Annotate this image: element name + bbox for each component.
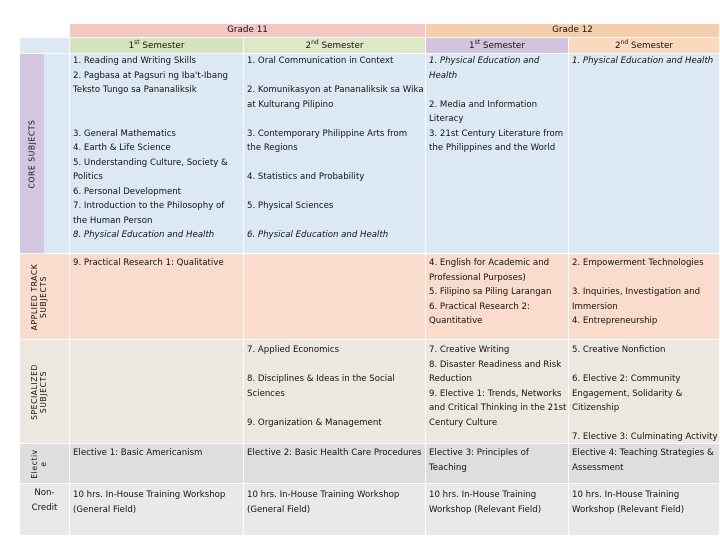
subject-line: Workshop (Relevant Field): [429, 504, 542, 515]
subject-line: Elective 4: Teaching Strategies &: [572, 448, 714, 458]
subject-line: [73, 98, 240, 113]
noncredit-g12-s2: [569, 484, 720, 536]
elective-label-1: Electiv: [30, 448, 39, 479]
subject-line: (General Field): [247, 504, 311, 515]
noncredit-label-1: Non-: [34, 488, 55, 498]
row-label-elective: [20, 444, 70, 484]
subject-line: 2. Pagbasa at Pagsuri ng Iba't-Ibang: [73, 70, 228, 81]
elective-g12-s1: [426, 444, 569, 484]
subject-line: (General Field): [73, 504, 137, 515]
subject-line: [572, 416, 716, 431]
subject-line: Health: [429, 70, 458, 81]
applied-g12-s2: [569, 254, 720, 340]
subject-line: 9. Practical Research 1: Qualitative: [73, 258, 224, 268]
row-label-specialized: [20, 340, 70, 444]
subject-line: 4. Earth & Life Science: [73, 143, 171, 153]
subject-line: 4. English for Academic and: [429, 258, 550, 268]
subject-line: 3. Contemporary Philippine Arts from: [247, 128, 408, 139]
subject-line: Engagement, Solidarity &: [572, 388, 683, 399]
subject-line: 5. Physical Sciences: [247, 201, 334, 211]
subject-line: Assessment: [572, 462, 624, 473]
subject-line: [73, 112, 240, 127]
subject-line: [247, 185, 422, 200]
applied-label-1: APPLIED TRACK: [30, 263, 39, 330]
core-g11-s2: [244, 54, 426, 254]
subject-line: 1. Physical Education and Health: [572, 56, 714, 66]
subject-line: Politics: [73, 172, 103, 182]
specialized-label-1: SPECIALIZED: [30, 363, 39, 420]
subject-line: [247, 112, 422, 127]
core-label: CORE SUBJECTS: [27, 119, 37, 189]
g12-sem1-header: 1st Semester: [426, 38, 569, 54]
row-label-core: [20, 54, 70, 254]
applied-g12-s1: [426, 254, 569, 340]
subject-line: Immersion: [572, 301, 618, 312]
subject-line: Reduction: [429, 374, 472, 384]
subject-line: Teksto Tungo sa Pananaliksik: [73, 85, 197, 95]
subject-line: 8. Disciplines & Ideas in the Social: [247, 374, 395, 384]
subject-line: 7. Elective 3: Culminating Activity: [572, 432, 718, 442]
subject-line: at Kulturang Pilipino: [247, 99, 334, 110]
elective-label-2: e: [39, 460, 48, 467]
subject-line: 7. Creative Writing: [429, 345, 510, 355]
subject-line: 4. Statistics and Probability: [247, 172, 365, 182]
subject-line: 1. Reading and Writing Skills: [73, 56, 196, 66]
subject-line: Workshop (Relevant Field): [572, 504, 685, 515]
subject-line: 10 hrs. In-House Training Workshop: [247, 490, 400, 500]
subject-line: [247, 401, 422, 416]
subject-line: 8. Disaster Readiness and Risk: [429, 359, 562, 370]
subject-line: 1. Physical Education and: [429, 56, 540, 66]
subject-line: 2. Empowerment Technologies: [572, 258, 704, 268]
corner-blank-2: [20, 38, 70, 54]
subject-line: 3. Inquiries, Investigation and: [572, 287, 701, 297]
subject-line: [572, 271, 716, 286]
elective-g11-s2: [244, 444, 426, 484]
subject-line: 5. Understanding Culture, Society &: [73, 157, 228, 168]
subject-line: 5. Filipino sa Piling Larangan: [429, 287, 552, 297]
elective-g11-s1: [70, 444, 244, 484]
subject-line: 7. Applied Economics: [247, 345, 340, 355]
subject-line: 5. Creative Nonfiction: [572, 345, 666, 355]
specialized-g11-s2: [244, 340, 426, 444]
applied-label-2: SUBJECTS: [39, 275, 48, 318]
subject-line: 6. Practical Research 2:: [429, 301, 530, 312]
applied-g11-s1: [70, 254, 244, 340]
subject-line: Teaching: [429, 462, 467, 473]
subject-line: Quantitative: [429, 316, 483, 326]
subject-line: Citizenship: [572, 403, 620, 413]
subject-line: 9. Elective 1: Trends, Networks: [429, 388, 562, 399]
subject-line: 2. Media and Information: [429, 99, 538, 110]
subject-line: [247, 358, 422, 373]
specialized-g11-s1: [70, 340, 244, 444]
subject-line: 10 hrs. In-House Training: [429, 490, 537, 500]
noncredit-g11-s1: [70, 484, 244, 536]
noncredit-g12-s1: [426, 484, 569, 536]
subject-line: 8. Physical Education and Health: [73, 230, 215, 240]
subject-line: 2. Komunikasyon at Pananaliksik sa Wika: [247, 85, 424, 95]
subject-line: 6. Personal Development: [73, 186, 182, 197]
row-label-applied: [20, 254, 70, 340]
subject-line: the Regions: [247, 143, 298, 153]
specialized-g12-s2: [569, 340, 720, 444]
subject-line: Literacy: [429, 114, 464, 124]
subject-line: 10 hrs. In-House Training: [572, 490, 680, 500]
subject-line: and Critical Thinking in the 21st: [429, 403, 567, 413]
core-g12-s1: [426, 54, 569, 254]
subject-line: [429, 83, 565, 98]
applied-g11-s2: [244, 254, 426, 340]
subject-line: 4. Entrepreneurship: [572, 316, 658, 326]
specialized-g12-s1: [426, 340, 569, 444]
subject-line: 7. Introduction to the Philosophy of: [73, 201, 225, 211]
subject-line: 10 hrs. In-House Training Workshop: [73, 490, 226, 500]
core-g11-s1: [70, 54, 244, 254]
subject-line: Elective 1: Basic Americanism: [73, 448, 203, 458]
subject-line: 6. Elective 2: Community: [572, 374, 681, 384]
subject-line: Sciences: [247, 388, 285, 399]
elective-g12-s2: [569, 444, 720, 484]
g12-sem2-header: 2nd Semester: [569, 38, 720, 54]
grade-12-header: Grade 12: [426, 24, 720, 38]
subject-line: [247, 156, 422, 171]
subject-line: the Philippines and the World: [429, 143, 556, 153]
subject-line: the Human Person: [73, 215, 153, 226]
grade-11-header: Grade 11: [70, 24, 426, 38]
subject-line: Professional Purposes): [429, 272, 526, 283]
subject-line: [247, 69, 422, 84]
g11-sem2-header: 2nd Semester: [244, 38, 426, 54]
g11-sem1-header: 1st Semester: [70, 38, 244, 54]
subject-line: Century Culture: [429, 417, 498, 428]
subject-line: [572, 358, 716, 373]
subject-line: [247, 214, 422, 229]
core-g12-s2: [569, 54, 720, 254]
noncredit-label-2: Credit: [31, 502, 58, 513]
subject-line: 3. General Mathematics: [73, 128, 176, 139]
subject-line: 3. 21st Century Literature from: [429, 128, 564, 139]
subject-line: 9. Organization & Management: [247, 417, 382, 428]
subject-line: Elective 3: Principles of: [429, 448, 529, 458]
subject-line: Elective 2: Basic Health Care Procedures: [247, 448, 422, 458]
subject-line: 6. Physical Education and Health: [247, 230, 389, 240]
subject-line: 1. Oral Communication in Context: [247, 56, 394, 66]
specialized-label-2: SUBJECTS: [39, 370, 48, 413]
noncredit-g11-s2: [244, 484, 426, 536]
corner-blank: [20, 24, 70, 38]
row-label-noncredit: [20, 484, 70, 536]
